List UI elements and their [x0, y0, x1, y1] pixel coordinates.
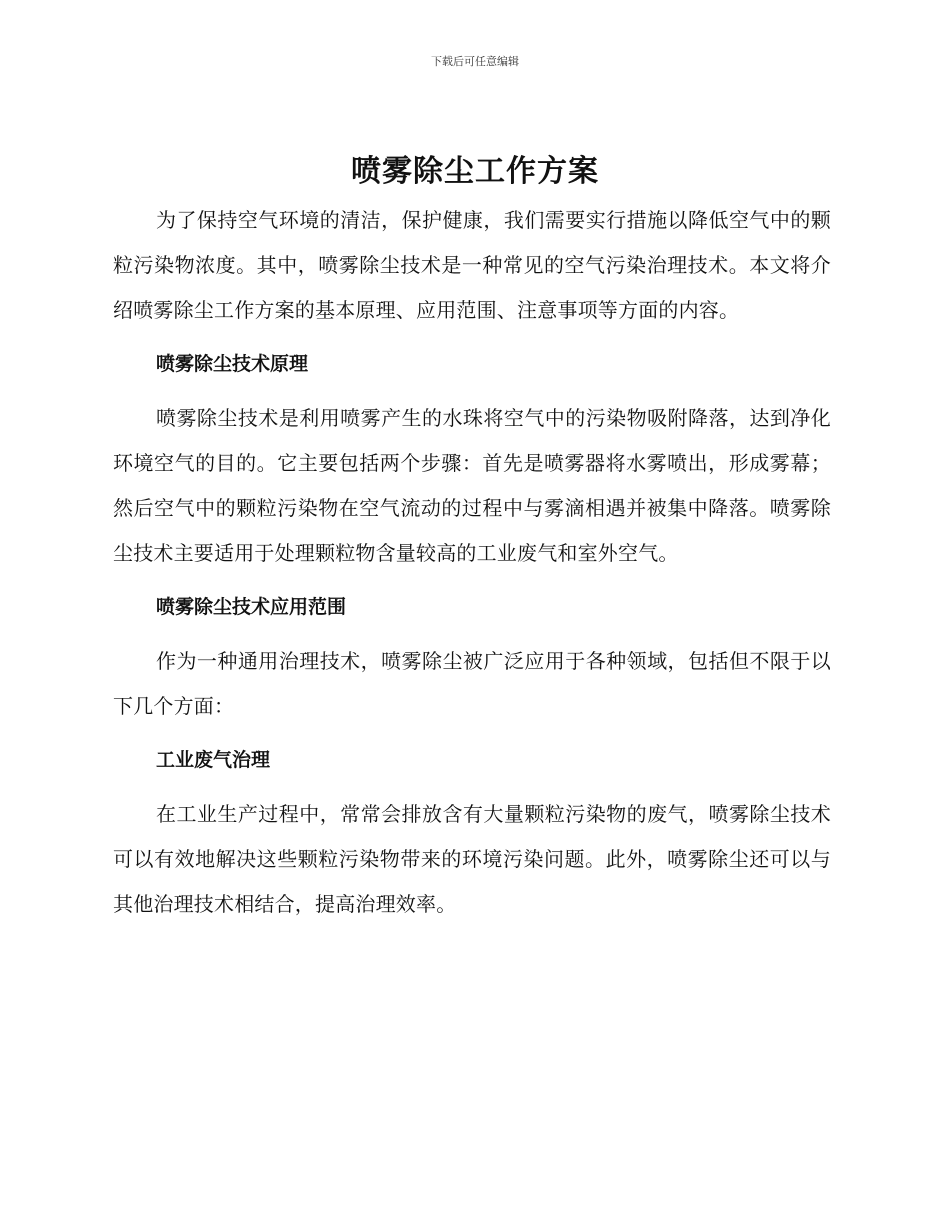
section-heading-industrial: 工业废气治理 — [156, 749, 271, 771]
section-heading-principle: 喷雾除尘技术原理 — [156, 353, 309, 375]
section-body-industrial: 在工业生产过程中，常常会排放含有大量颗粒污染物的废气，喷雾除尘技术可以有效地解决这些颗粒污染物带来的环境污染问题。此外，喷雾除尘还可以与其他治理技术相结合，提高治理效率。 — [113, 802, 831, 916]
section-body-scope: 作为一种通用治理技术，喷雾除尘被广泛应用于各种领域，包括但不限于以下几个方面： — [113, 649, 831, 718]
page-header: 下载后可任意编辑 — [431, 55, 519, 68]
section-heading-scope: 喷雾除尘技术应用范围 — [156, 596, 347, 618]
intro-paragraph: 为了保持空气环境的清洁，保护健康，我们需要实行措施以降低空气中的颗粒污染物浓度。其中，喷雾除尘技术是一种常见的空气污染治理技术。本文将介绍喷雾除尘工作方案的基本原理、应用范围、注意事项等方面的内容。 — [113, 208, 831, 322]
section-body-principle: 喷雾除尘技术是利用喷雾产生的水珠将空气中的污染物吸附降落，达到净化环境空气的目的。它主要包括两个步骤：首先是喷雾器将水雾喷出，形成雾幕；然后空气中的颗粒污染物在空气流动的过程中与雾滴相遇并被集中降落。喷雾除尘技术主要适用于处理颗粒物含量较高的工业废气和室外空气。 — [113, 406, 831, 565]
document-body — [113, 198, 831, 927]
document-title: 喷雾除尘工作方案 — [351, 154, 599, 189]
